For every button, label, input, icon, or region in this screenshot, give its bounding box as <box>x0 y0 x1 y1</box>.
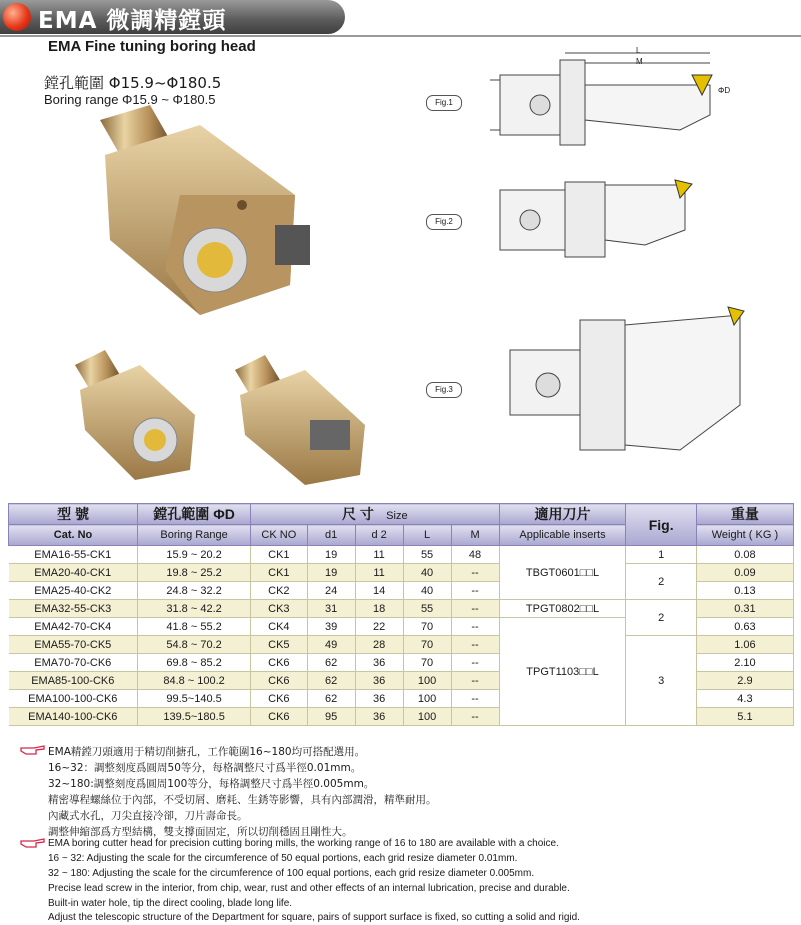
note-en-4: Precise lead screw in the interior, from chip, wear, rust and other effects of an internal lubrication, precise and durable. <box>48 883 570 894</box>
pointing-hand-icon <box>20 836 46 850</box>
col-d2: d 2 <box>355 525 403 546</box>
insert-cell: TPGT0802□□L <box>499 600 626 618</box>
fig-label-3: Fig.3 <box>426 382 462 398</box>
page-title: EMA 微調精鏜頭 <box>38 8 227 34</box>
col-size-zh: 尺 寸 Size <box>251 504 499 525</box>
fig-cell: 3 <box>626 636 696 726</box>
page-subtitle: EMA Fine tuning boring head <box>48 38 256 55</box>
boring-range-zh: 鏜孔範圍 Φ15.9~Φ180.5 <box>44 74 222 92</box>
fig-cell: 1 <box>626 546 696 564</box>
table-row: EMA20-40-CK1 19.8 ~ 25.2 CK1 19 11 40 -- 2 0.09 <box>9 564 794 582</box>
note-zh-5: 內藏式水孔，刀尖直接冷卻，刀片壽命長。 <box>48 810 248 822</box>
col-weight-en: Weight ( KG ) <box>696 525 793 546</box>
dim-D-1: ΦD <box>718 86 731 95</box>
table-row: EMA55-70-CK5 54.8 ~ 70.2 CK5 49 28 70 -- 3 1.06 <box>9 636 794 654</box>
col-ckno: CK NO <box>251 525 308 546</box>
technical-drawing-fig3 <box>470 285 790 470</box>
note-en-6: Adjust the telescopic structure of the Department for square, pairs of support surface is fixed, so cutting a solid and rigid. <box>48 912 580 923</box>
note-en-1: EMA boring cutter head for precision cutting boring mills, the working range of 16 to 180 are available with a choice. <box>48 838 559 849</box>
dim-M-1: M <box>636 57 643 66</box>
table-row: EMA85-100-CK6 84.8 ~ 100.2 CK6 62 36 100 -- 2.9 <box>9 672 794 690</box>
table-row: EMA100-100-CK6 99.5~140.5 CK6 62 36 100 -- 4.3 <box>9 690 794 708</box>
table-row: EMA32-55-CK3 31.8 ~ 42.2 CK3 31 18 55 -- TPGT0802□□L 2 0.31 <box>9 600 794 618</box>
insert-cell: TBGT0601□□L <box>499 546 626 600</box>
col-fig: Fig. <box>626 504 696 546</box>
note-en-2: 16 ~ 32: Adjusting the scale for the circumference of 50 equal portions, each grid resize diameter 0.01mm. <box>48 853 518 864</box>
note-zh-3: 32~180:調整刻度爲圓周100等分，每格調整尺寸爲半徑0.005mm。 <box>48 778 375 790</box>
note-en-5: Built-in water hole, tip the direct cooling, blade long life. <box>48 898 293 909</box>
col-L: L <box>403 525 451 546</box>
fig-cell: 2 <box>626 600 696 636</box>
table-row: EMA25-40-CK2 24.8 ~ 32.2 CK2 24 14 40 -- 0.13 <box>9 582 794 600</box>
page-header <box>0 0 801 38</box>
col-range-zh: 鏜孔範圍 ΦD <box>138 504 251 525</box>
red-bullet-icon <box>3 3 31 31</box>
fig-cell: 2 <box>626 564 696 600</box>
technical-drawing-fig2 <box>470 170 790 270</box>
header-rule <box>0 35 801 37</box>
col-range-en: Boring Range <box>138 525 251 546</box>
col-weight-zh: 重量 <box>696 504 793 525</box>
product-photo-large <box>60 100 340 330</box>
col-insert-en: Applicable inserts <box>499 525 626 546</box>
col-d1: d1 <box>307 525 355 546</box>
col-insert-zh: 適用刀片 <box>499 504 626 525</box>
table-row: EMA16-55-CK1 15.9 ~ 20.2 CK1 19 11 55 48 TBGT0601□□L 1 0.08 <box>9 546 794 564</box>
table-row: EMA70-70-CK6 69.8 ~ 85.2 CK6 62 36 70 -- 2.10 <box>9 654 794 672</box>
technical-drawing-fig1 <box>470 45 790 155</box>
fig-label-1: Fig.1 <box>426 95 462 111</box>
spec-table <box>8 503 794 726</box>
insert-cell: TPGT1103□□L <box>499 618 626 726</box>
col-model-zh: 型 號 <box>9 504 138 525</box>
table-row: EMA140-100-CK6 139.5~180.5 CK6 95 36 100 -- 5.1 <box>9 708 794 726</box>
table-row: EMA42-70-CK4 41.8 ~ 55.2 CK4 39 22 70 -- TPGT1103□□L 0.63 <box>9 618 794 636</box>
fig-label-2: Fig.2 <box>426 214 462 230</box>
note-zh-1: EMA精鏜刀頭適用于精切削搪孔，工作範圍16~180均可搭配選用。 <box>48 746 366 758</box>
boring-range-en: Boring range Φ15.9 ~ Φ180.5 <box>44 92 216 107</box>
note-zh-2: 16~32：調整刻度爲圓周50等分，每格調整尺寸爲半徑0.01mm。 <box>48 762 362 774</box>
product-photo-small-1 <box>60 345 210 485</box>
col-M: M <box>451 525 499 546</box>
note-zh-6: 調整伸縮部爲方型結構，雙支撐面固定，所以切削穩固且剛性大。 <box>48 826 353 838</box>
product-photo-small-2 <box>225 350 375 490</box>
note-en-3: 32 ~ 180: Adjusting the scale for the circumference of 100 equal portions, each grid resize diameter 0.005mm. <box>48 868 535 879</box>
col-model-en: Cat. No <box>9 525 138 546</box>
dim-L-1: L <box>636 46 641 55</box>
pointing-hand-icon <box>20 743 46 757</box>
note-zh-4: 精密導程螺絲位于內部，不受切屑、磨耗、生銹等影響，具有內部潤滑，精準耐用。 <box>48 794 437 806</box>
